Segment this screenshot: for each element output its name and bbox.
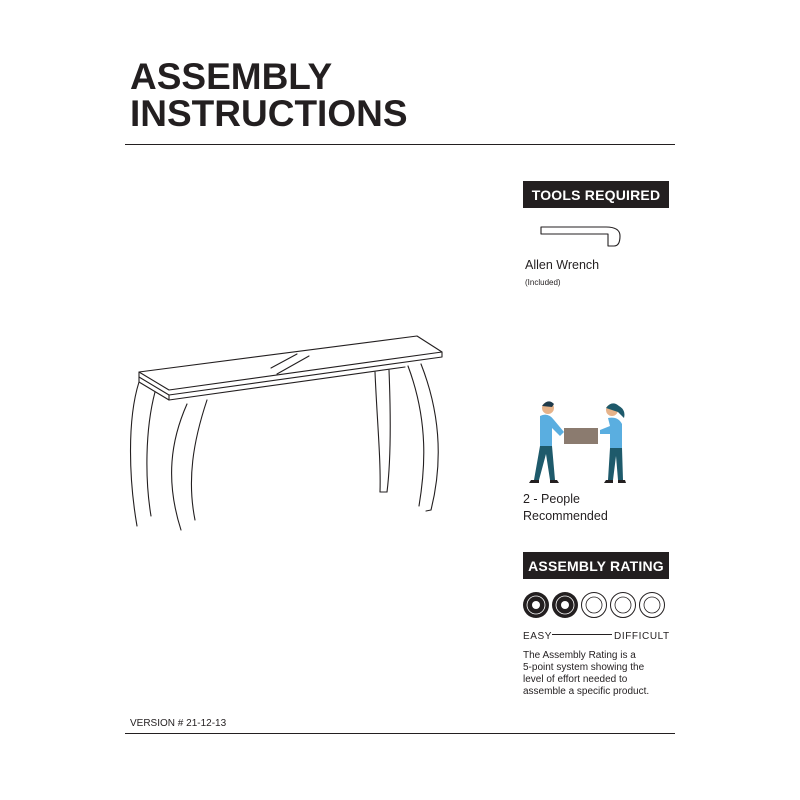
rating-circle-5 xyxy=(640,593,665,618)
rating-description xyxy=(523,650,649,698)
rating-description-line: assemble a specific product. xyxy=(523,686,650,697)
title-line-1: ASSEMBLY xyxy=(130,56,333,97)
rating-circles xyxy=(522,591,672,621)
difficulty-scale-line xyxy=(552,634,612,635)
rating-circle-1 xyxy=(523,592,549,618)
difficult-label: DIFFICULT xyxy=(614,631,670,642)
people-line-2: Recommended xyxy=(523,509,608,523)
tool-note: (Included) xyxy=(525,278,561,287)
people-line-1: 2 - People xyxy=(523,492,580,506)
rating-description-line: 5-point system showing the xyxy=(523,662,645,673)
version-number: VERSION # 21-12-13 xyxy=(130,718,227,729)
tools-required-label: TOOLS REQUIRED xyxy=(523,181,669,208)
page-title xyxy=(130,58,408,132)
title-line-2: INSTRUCTIONS xyxy=(130,93,408,134)
rating-circle-4 xyxy=(611,593,636,618)
easy-label: EASY xyxy=(523,631,553,642)
rating-circle-3 xyxy=(582,593,607,618)
two-people-icon xyxy=(522,398,642,488)
console-table-illustration xyxy=(125,330,465,530)
bottom-divider xyxy=(125,733,675,734)
assembly-rating-label: ASSEMBLY RATING xyxy=(523,552,669,579)
rating-description-line: The Assembly Rating is a xyxy=(523,650,636,661)
top-divider xyxy=(125,144,675,145)
tool-name: Allen Wrench xyxy=(525,258,600,272)
rating-circle-2 xyxy=(552,592,578,618)
rating-description-line: level of effort needed to xyxy=(523,674,628,685)
allen-wrench-icon xyxy=(538,222,628,252)
